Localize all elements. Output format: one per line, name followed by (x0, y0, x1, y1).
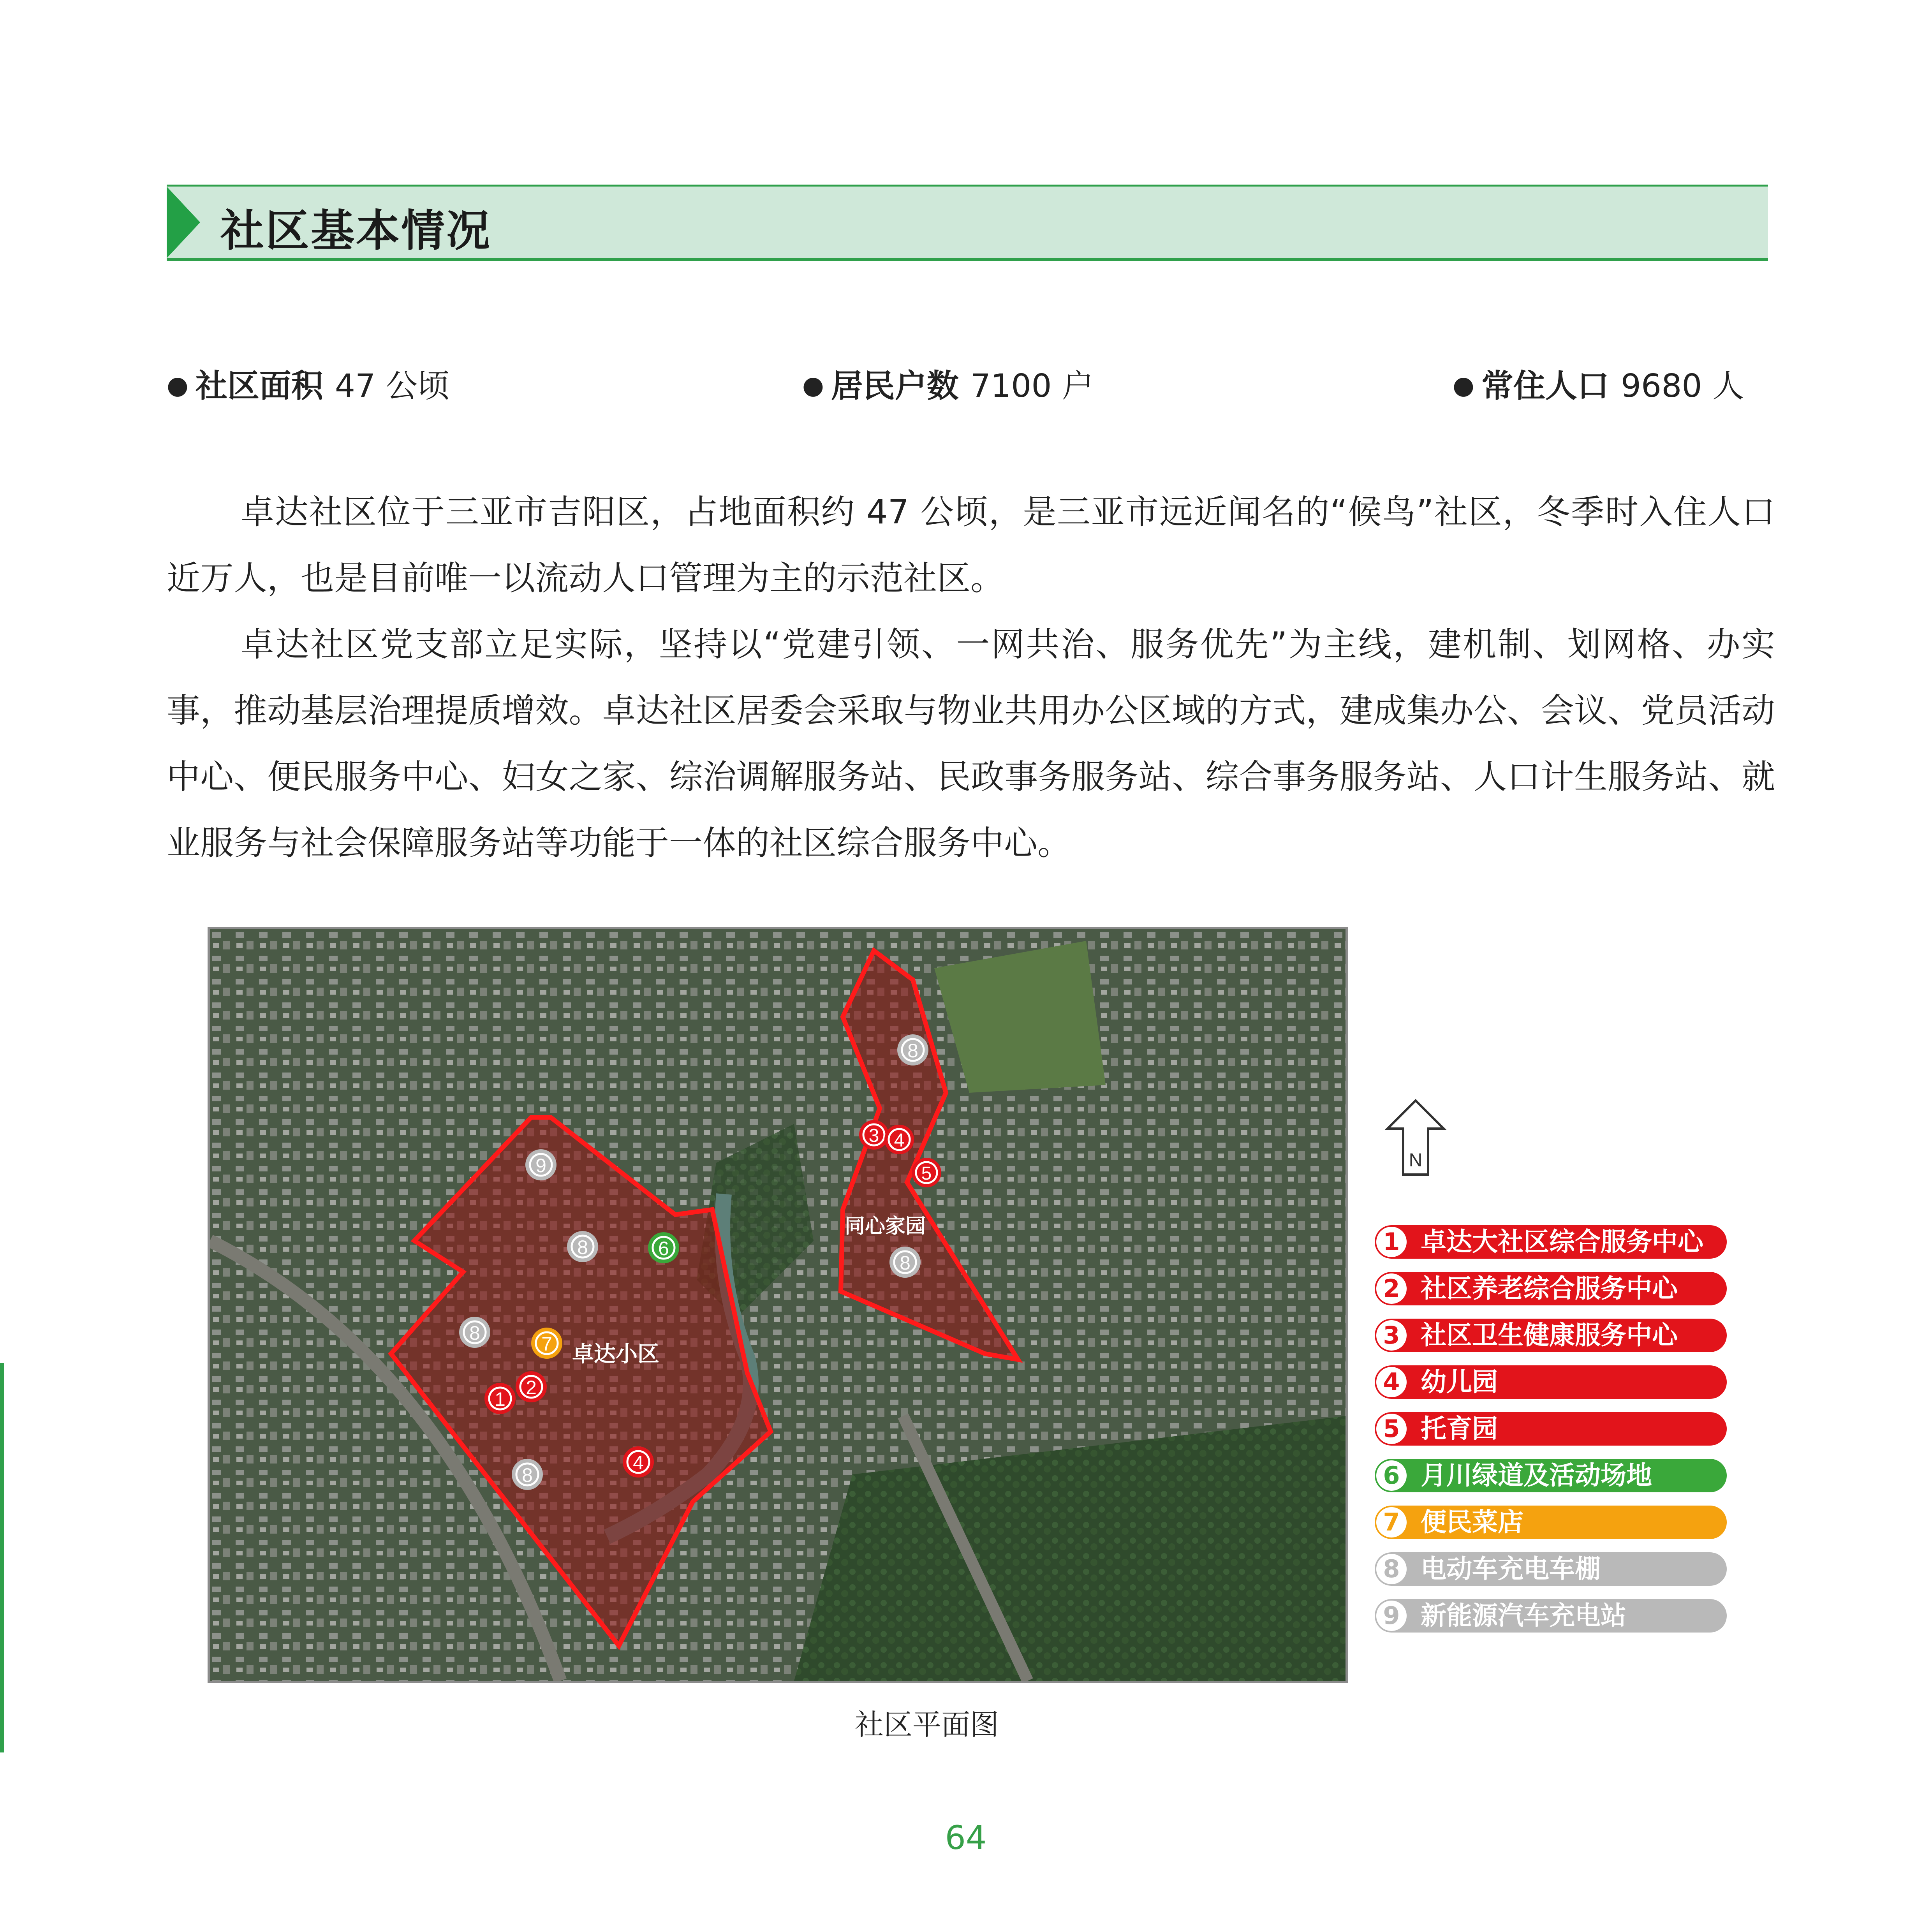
north-arrow-icon (1384, 1098, 1447, 1178)
stat-label: 居民户数 (831, 368, 959, 405)
map-marker (648, 1232, 679, 1263)
svg-text:8: 8 (469, 1322, 480, 1344)
legend-number: 5 (1376, 1414, 1407, 1444)
stat-label: 常住人口 (1481, 368, 1609, 405)
svg-text:9: 9 (535, 1155, 546, 1176)
svg-text:N: N (1409, 1150, 1423, 1171)
map-marker (525, 1149, 557, 1180)
bullet-icon: ● (1453, 371, 1474, 400)
legend-number: 8 (1376, 1554, 1407, 1584)
community-map (208, 927, 1348, 1683)
legend-label: 社区卫生健康服务中心 (1421, 1320, 1678, 1350)
map-marker (912, 1158, 941, 1187)
map-marker (889, 1247, 921, 1278)
map-marker (859, 1120, 889, 1150)
legend-number: 7 (1376, 1507, 1407, 1537)
map-marker (897, 1034, 928, 1066)
svg-text:3: 3 (868, 1125, 879, 1146)
map-marker (459, 1317, 490, 1348)
legend-label: 电动车充电车棚 (1421, 1554, 1601, 1584)
legend-item (1375, 1459, 1727, 1492)
legend-label: 卓达大社区综合服务中心 (1421, 1227, 1703, 1257)
legend-label: 月川绿道及活动场地 (1421, 1460, 1652, 1490)
section-title: 社区基本情况 (220, 206, 491, 256)
svg-text:4: 4 (633, 1452, 644, 1474)
left-edge-stripe (0, 1363, 4, 1752)
stat-label: 社区面积 (195, 368, 323, 405)
svg-text:6: 6 (658, 1238, 669, 1259)
map-caption: 社区平面图 (855, 1708, 999, 1742)
map-marker (884, 1125, 914, 1154)
legend-label: 便民菜店 (1421, 1507, 1523, 1537)
stat-value: 9680 人 (1620, 368, 1744, 405)
legend-label: 托育园 (1421, 1414, 1498, 1444)
legend-item (1375, 1272, 1727, 1305)
map-marker (484, 1383, 516, 1414)
svg-text:8: 8 (577, 1236, 588, 1258)
area-label-zhuoda: 卓达小区 (572, 1342, 659, 1366)
svg-text:4: 4 (894, 1130, 905, 1151)
map-marker (531, 1328, 562, 1359)
legend-item (1375, 1506, 1727, 1539)
stat-population (1453, 362, 1744, 410)
bullet-icon: ● (167, 371, 188, 400)
legend-number: 6 (1376, 1460, 1407, 1491)
page-number: 64 (945, 1819, 987, 1857)
svg-text:8: 8 (900, 1252, 911, 1274)
legend-number: 9 (1376, 1601, 1407, 1631)
svg-text:1: 1 (495, 1388, 505, 1410)
stat-households (802, 362, 1094, 410)
map-marker (623, 1446, 654, 1478)
legend-number: 3 (1376, 1320, 1407, 1351)
svg-text:2: 2 (526, 1377, 537, 1398)
legend-item (1375, 1319, 1727, 1352)
map-marker (516, 1371, 547, 1402)
stat-area (167, 362, 449, 410)
svg-text:8: 8 (907, 1040, 918, 1062)
paragraph-governance: 卓达社区党支部立足实际，坚持以“党建引领、一网共治、服务优先”为主线，建机制、划网格、办实事，推动基层治理提质增效。卓达社区居委会采取与物业共用办公区域的方式，建成集办公、会议、党员活动中心、便民服务中心、妇女之家、综治调解服务站、民政事务服务站、综合事务服务站、人口计生服务站、就业服务与社会保障服务站等功能于一体的社区综合服务中心。 (167, 625, 1775, 863)
legend-label: 新能源汽车充电站 (1421, 1601, 1626, 1631)
legend-item (1375, 1412, 1727, 1446)
svg-text:8: 8 (522, 1464, 533, 1486)
legend-label: 社区养老综合服务中心 (1421, 1273, 1678, 1303)
legend-number: 2 (1376, 1273, 1407, 1304)
legend-number: 4 (1376, 1367, 1407, 1397)
bullet-icon: ● (802, 371, 824, 400)
map-marker (512, 1459, 543, 1490)
map-image (210, 929, 1346, 1681)
legend-item (1375, 1365, 1727, 1399)
area-label-tongxin: 同心家园 (845, 1215, 926, 1238)
legend-item (1375, 1225, 1727, 1259)
section-arrow-icon (167, 187, 200, 258)
paragraph-intro: 卓达社区位于三亚市吉阳区，占地面积约 47 公顷，是三亚市远近闻名的“候鸟”社区，冬季时入住人口近万人，也是目前唯一以流动人口管理为主的示范社区。 (167, 493, 1775, 598)
stat-value: 7100 户 (970, 368, 1094, 405)
section-header (167, 185, 1768, 261)
legend-label: 幼儿园 (1421, 1367, 1498, 1397)
map-marker (567, 1231, 598, 1262)
legend-number: 1 (1376, 1227, 1407, 1257)
svg-text:7: 7 (541, 1333, 552, 1355)
stat-value: 47 公顷 (335, 368, 450, 405)
legend-item (1375, 1599, 1727, 1633)
svg-text:5: 5 (921, 1163, 932, 1184)
legend-item (1375, 1552, 1727, 1586)
